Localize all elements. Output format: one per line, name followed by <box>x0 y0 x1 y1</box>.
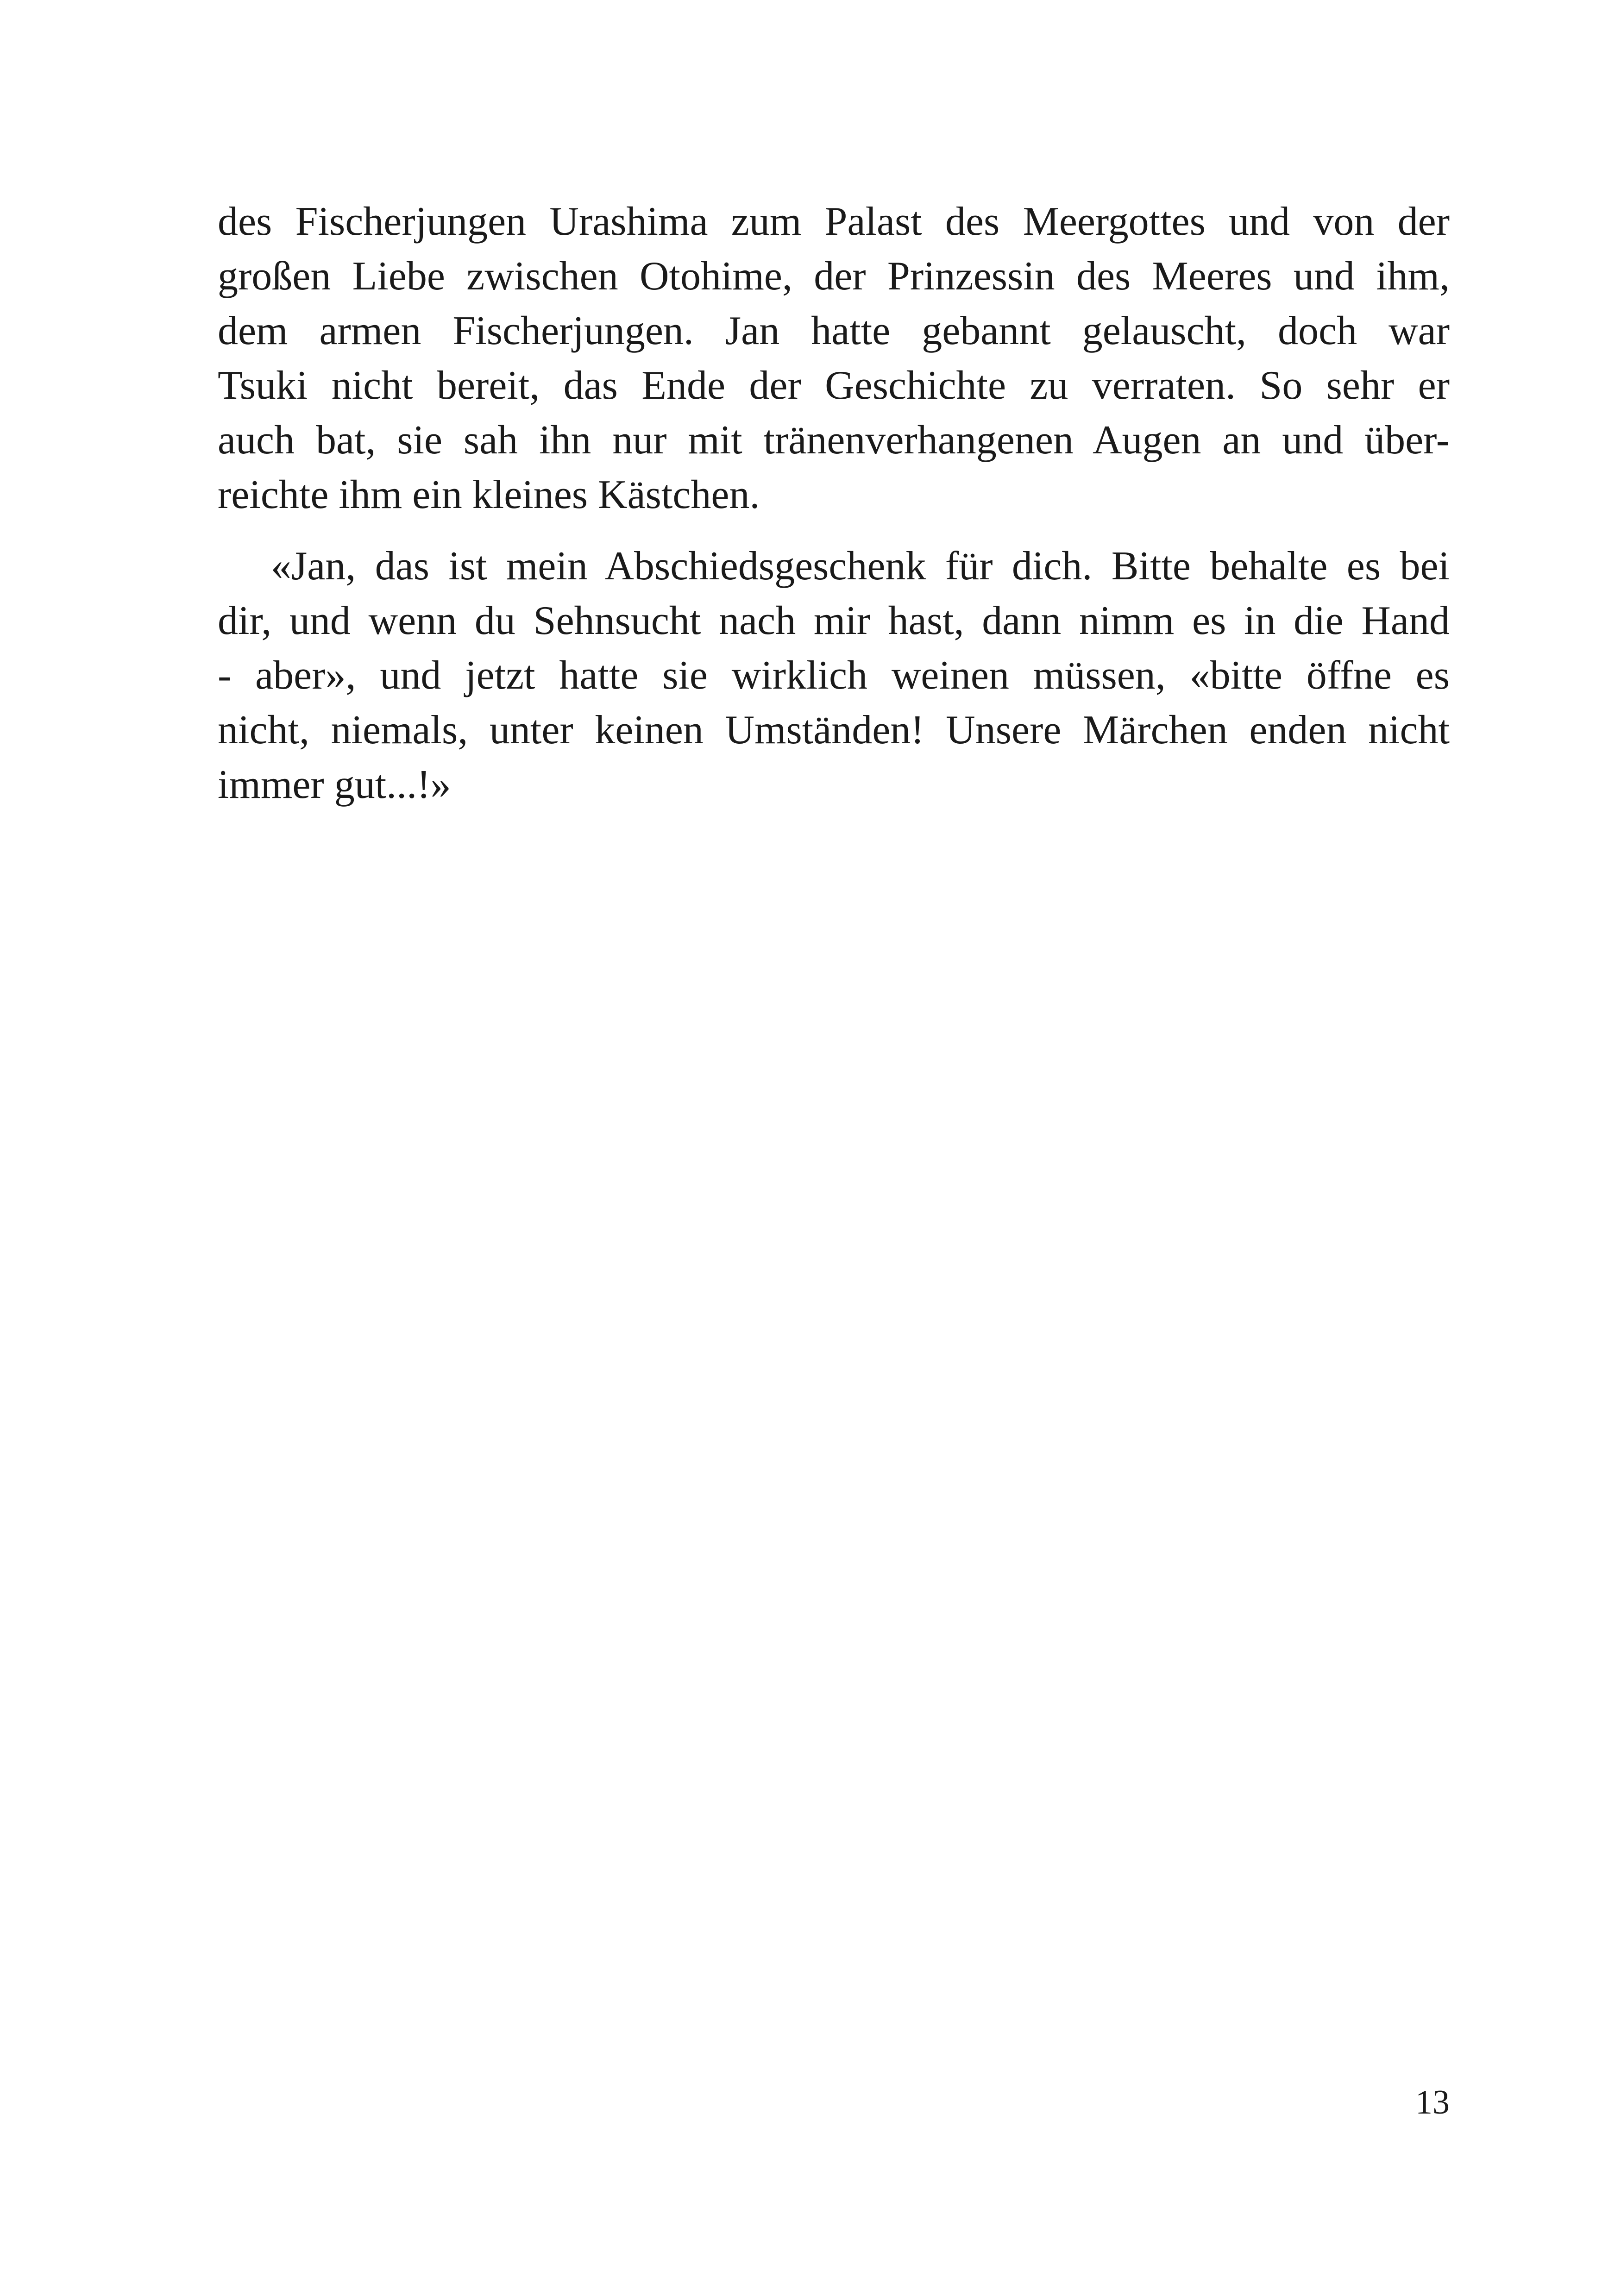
text-line: großen Liebe zwischen Otohime, der Prinzessin des Meeres und ihm, <box>218 254 1450 299</box>
body-text <box>218 194 1450 812</box>
text-line: dir, und wenn du Sehnsucht nach mir hast, dann nimm es in die Hand <box>218 598 1450 643</box>
text-line: immer gut...!» <box>218 762 451 807</box>
text-line: nicht, niemals, unter keinen Umständen! Unsere Märchen enden nicht <box>218 708 1450 753</box>
text-line: Tsuki nicht bereit, das Ende der Geschichte zu verraten. So sehr er <box>218 363 1450 408</box>
text-line: «Jan, das ist mein Abschiedsgeschenk für dich. Bitte behalte es bei <box>271 544 1450 589</box>
text-line: des Fischerjungen Urashima zum Palast des Meergottes und von der <box>218 199 1450 244</box>
page-number: 13 <box>1415 2083 1450 2121</box>
paragraph-2 <box>218 539 1450 812</box>
paragraph-1 <box>218 194 1450 522</box>
text-line: reichte ihm ein kleines Kästchen. <box>218 472 760 517</box>
text-line: auch bat, sie sah ihn nur mit tränenverhangenen Augen an und über- <box>218 418 1450 463</box>
text-line: - aber», und jetzt hatte sie wirklich weinen müssen, «bitte öffne es <box>218 653 1450 698</box>
paragraph-spacer <box>218 522 1450 539</box>
text-line: dem armen Fischerjungen. Jan hatte gebannt gelauscht, doch war <box>218 308 1450 353</box>
